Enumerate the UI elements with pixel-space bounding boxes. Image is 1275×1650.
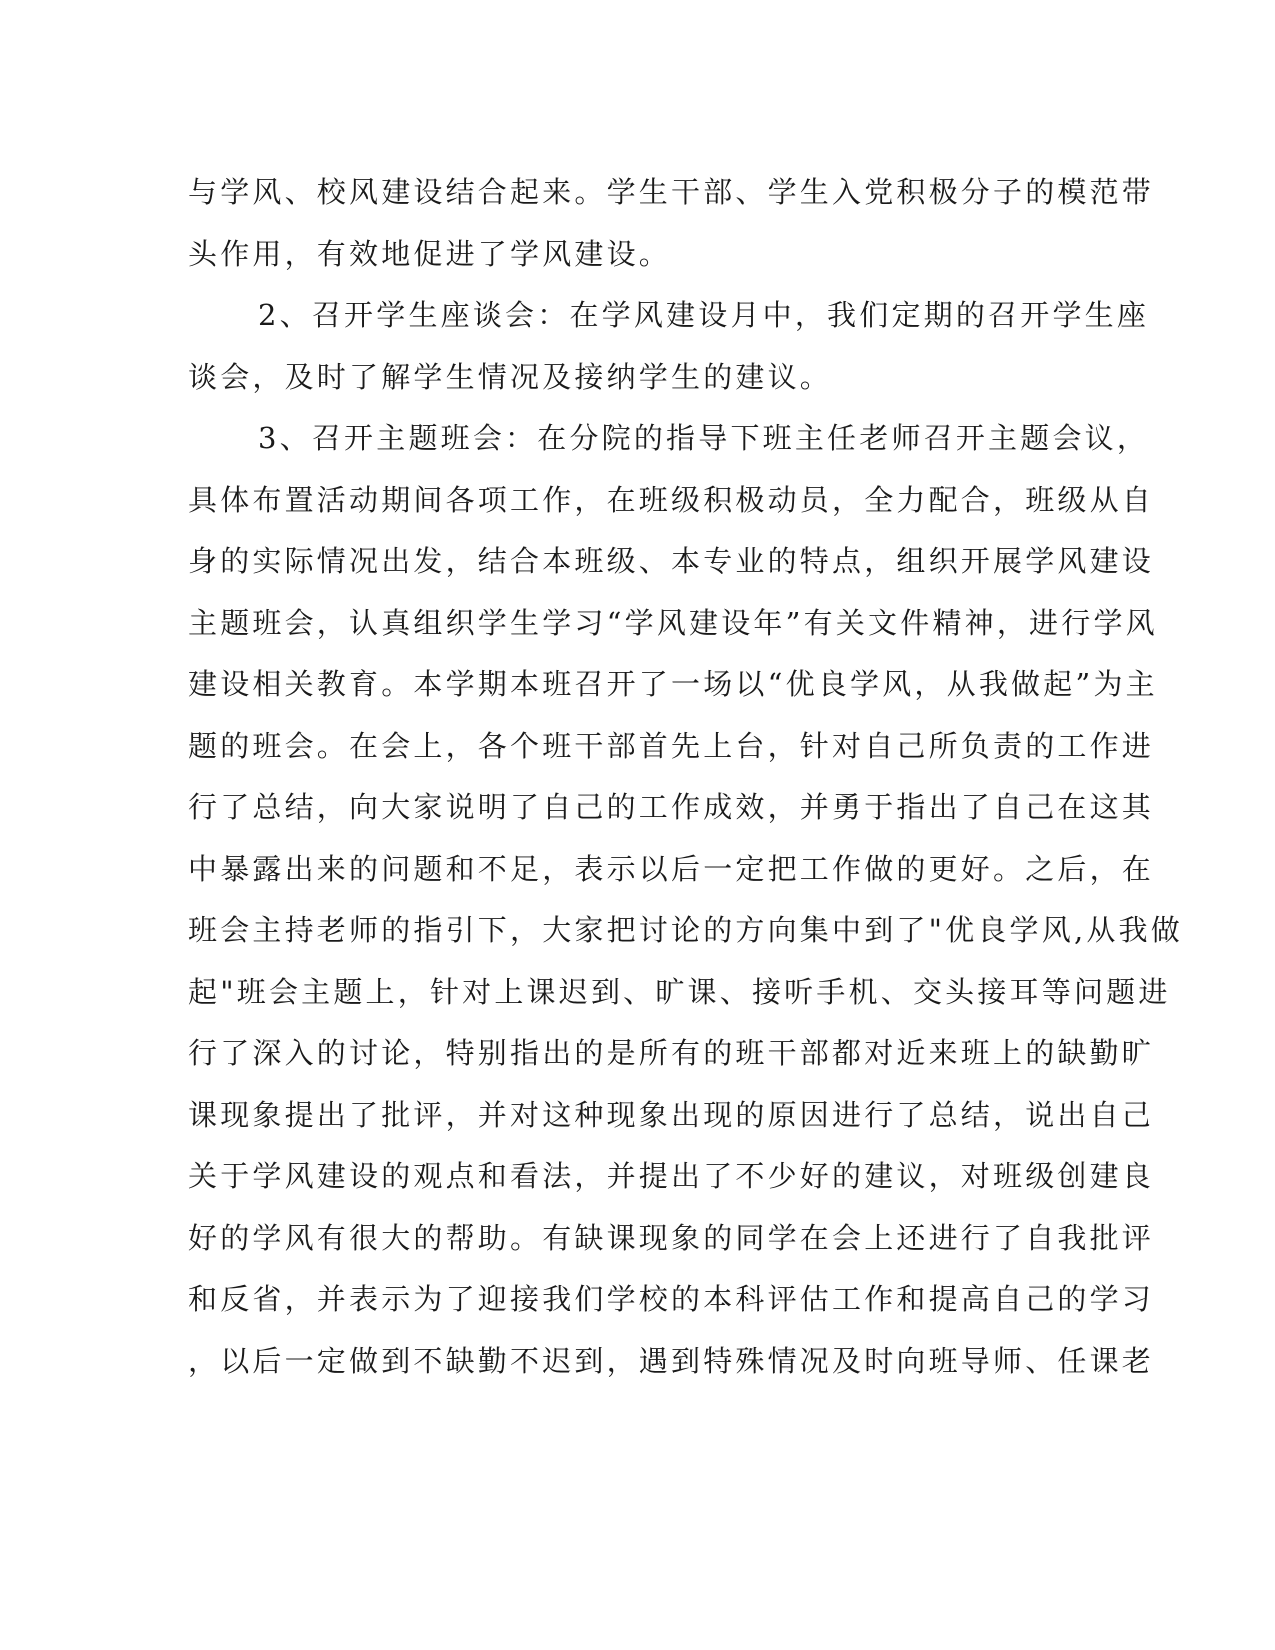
paragraph-3-start: 3、召开主题班会：在分院的指导下班主任老师召开主题会议，	[258, 421, 1150, 455]
text-line: 中暴露出来的问题和不足，表示以后一定把工作做的更好。之后，在	[188, 851, 1155, 886]
text-line: ，以后一定做到不缺勤不迟到，遇到特殊情况及时向班导师、任课老	[188, 1343, 1155, 1378]
text-line: 头作用，有效地促进了学风建设。	[188, 236, 672, 271]
text-line: 课现象提出了批评，并对这种现象出现的原因进行了总结，说出自己	[188, 1097, 1155, 1132]
text-line: 好的学风有很大的帮助。有缺课现象的同学在会上还进行了自我批评	[188, 1220, 1155, 1255]
text-line: 行了深入的讨论，特别指出的是所有的班干部都对近来班上的缺勤旷	[188, 1036, 1155, 1070]
text-line: 起"班会主题上，针对上课迟到、旷课、接听手机、交头接耳等问题进	[188, 974, 1171, 1009]
text-line: 主题班会，认真组织学生学习“学风建设年”有关文件精神，进行学风	[188, 605, 1158, 640]
paragraph-2-start: 2、召开学生座谈会：在学风建设月中，我们定期的召开学生座	[258, 298, 1150, 332]
body-text	[188, 162, 1183, 1392]
text-line: 谈会，及时了解学生情况及接纳学生的建议。	[188, 359, 833, 394]
text-line: 题的班会。在会上，各个班干部首先上台，针对自己所负责的工作进	[188, 728, 1155, 763]
text-line: 具体布置活动期间各项工作，在班级积极动员，全力配合，班级从自	[188, 482, 1155, 517]
text-line: 行了总结，向大家说明了自己的工作成效，并勇于指出了自己在这其	[188, 790, 1155, 824]
text-line: 班会主持老师的指引下，大家把讨论的方向集中到了"优良学风,从我做	[188, 913, 1183, 947]
text-line: 关于学风建设的观点和看法，并提出了不少好的建议，对班级创建良	[188, 1159, 1155, 1193]
text-line: 建设相关教育。本学期本班召开了一场以“优良学风，从我做起”为主	[188, 667, 1158, 701]
text-line: 身的实际情况出发，结合本班级、本专业的特点，组织开展学风建设	[188, 544, 1155, 578]
text-line: 与学风、校风建设结合起来。学生干部、学生入党积极分子的模范带	[188, 175, 1155, 209]
text-line: 和反省，并表示为了迎接我们学校的本科评估工作和提高自己的学习	[188, 1282, 1155, 1316]
